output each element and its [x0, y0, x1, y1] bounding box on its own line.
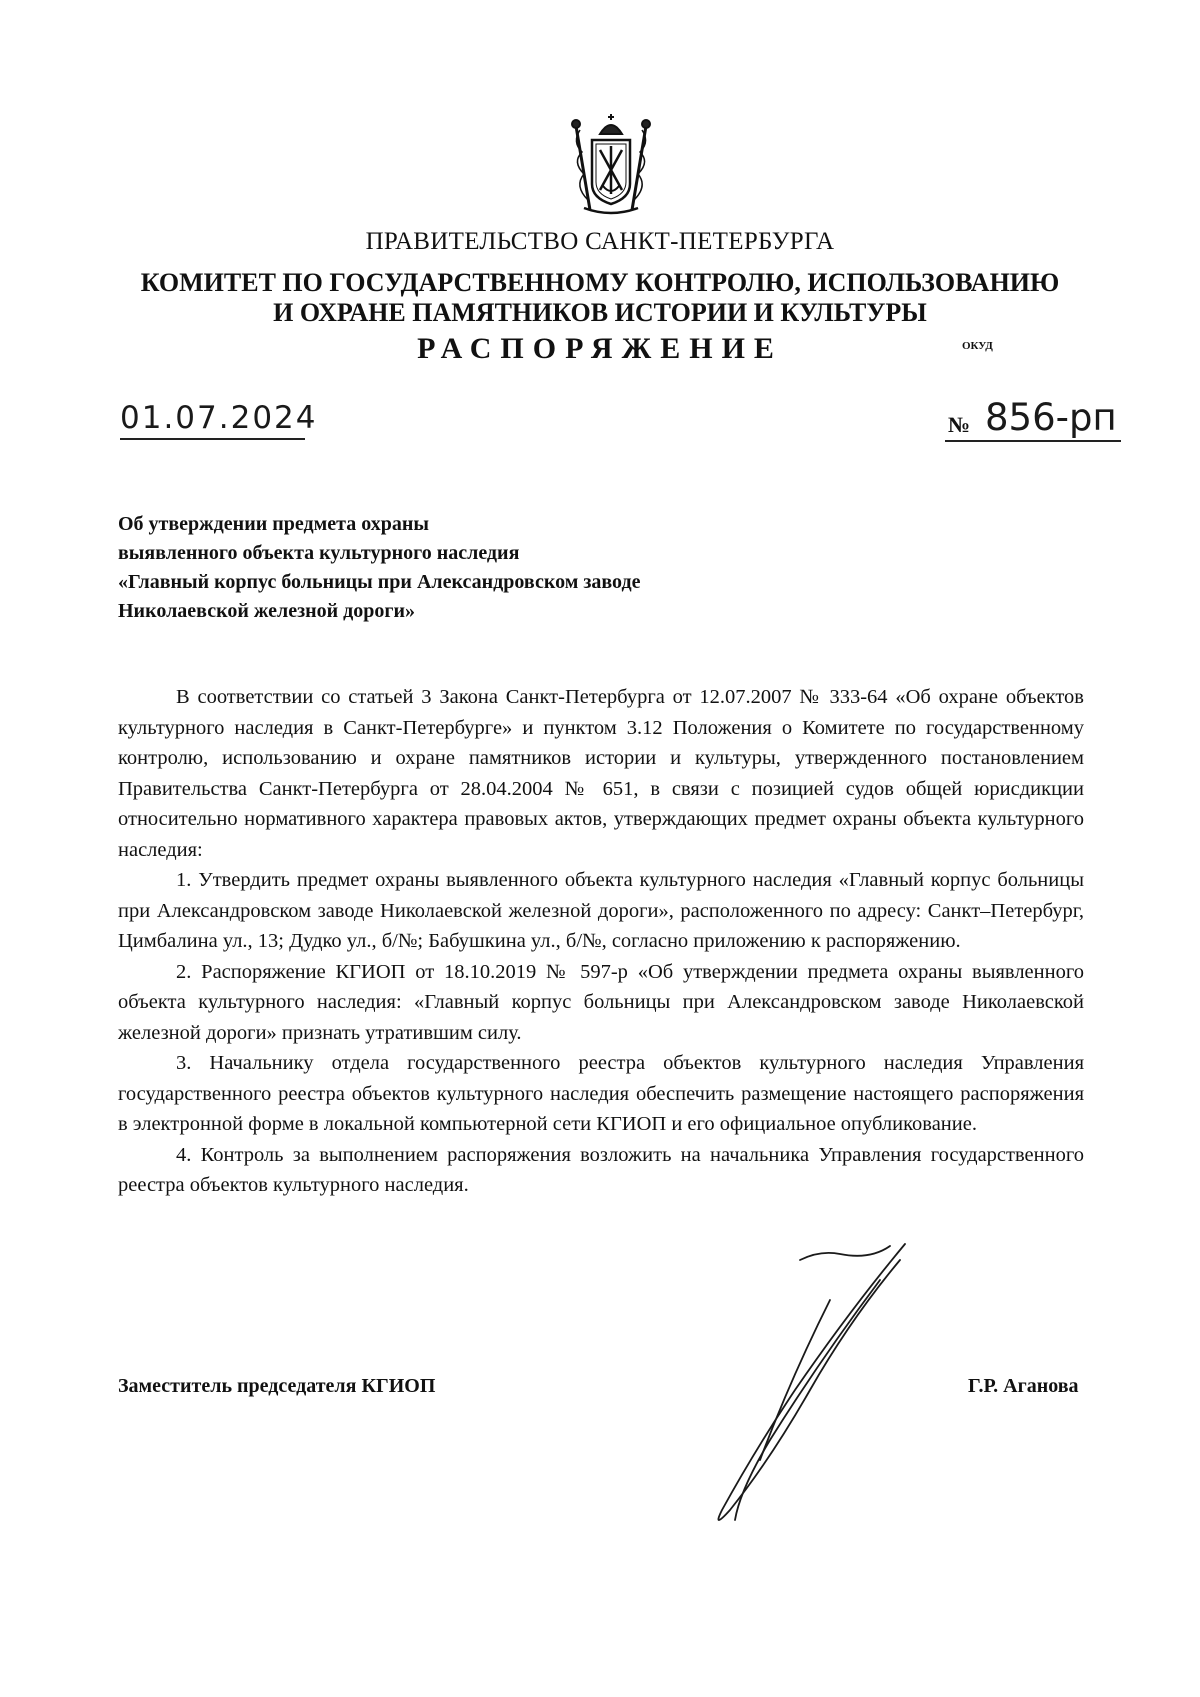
coat-of-arms-icon: [570, 112, 652, 218]
number-underline: [945, 440, 1121, 442]
document-date: 01.07.2024: [120, 400, 318, 436]
preamble-paragraph: В соответствии со статьей 3 Закона Санкт-Петербурга от 12.07.2007 № 333-64 «Об охране объектов культурного наследия в Санкт-Петербурге» и пунктом 3.12 Положения о Комитете по государственному контролю, использованию и охране памятников истории и культуры, утвержденного постановлением Правительства Санкт-Петербурга от 28.04.2004 № 651, в связи с позицией судов общей юрисдикции относительно нормативного характера правовых актов, утверждающих предмет охраны объекта культурного наследия:: [118, 686, 1084, 861]
committee-name-line-2: И ОХРАНЕ ПАМЯТНИКОВ ИСТОРИИ И КУЛЬТУРЫ: [273, 298, 927, 327]
document-body: [118, 682, 1084, 1201]
signer-title: Заместитель председателя КГИОП: [118, 1375, 436, 1397]
subject-line: Николаевской железной дороги»: [118, 600, 416, 622]
clause-1-paragraph: 1. Утвердить предмет охраны выявленного объекта культурного наследия «Главный корпус больницы при Александровском заводе Николаевской железной дороги», расположенного по адресу: Санкт–Петербург, Цимбалина ул., 13; Дудко ул., б/№; Бабушкина ул., б/№, согласно приложению к распоряжению.: [118, 869, 1084, 952]
subject-line: «Главный корпус больницы при Александровском заводе: [118, 571, 641, 593]
document-number: 856-рп: [985, 396, 1117, 439]
okud-label: ОКУД: [962, 340, 993, 352]
subject-line: Об утверждении предмета охраны: [118, 513, 429, 535]
document-type-title: РАСПОРЯЖЕНИЕ: [417, 332, 783, 365]
government-name: ПРАВИТЕЛЬСТВО САНКТ-ПЕТЕРБУРГА: [365, 228, 835, 255]
clause-4-paragraph: 4. Контроль за выполнением распоряжения возложить на начальника Управления государственного реестра объектов культурного наследия.: [118, 1143, 1084, 1196]
date-underline: [120, 438, 305, 440]
committee-name-line-1: КОМИТЕТ ПО ГОСУДАРСТВЕННОМУ КОНТРОЛЮ, ИСПОЛЬЗОВАНИЮ: [140, 268, 1060, 297]
document-subject: [118, 510, 818, 626]
clause-3-paragraph: 3. Начальнику отдела государственного реестра объектов культурного наследия Управления государственного реестра объектов культурного наследия обеспечить размещение настоящего распоряжения в электронной форме в локальной компьютерной сети КГИОП и его официальное опубликование.: [118, 1052, 1084, 1135]
subject-line: выявленного объекта культурного наследия: [118, 542, 520, 564]
clause-2-paragraph: 2. Распоряжение КГИОП от 18.10.2019 № 597-р «Об утверждении предмета охраны выявленного объекта культурного наследия: «Главный корпус больницы при Александровском заводе Николаевской железной дороги» признать утратившим силу.: [118, 960, 1084, 1044]
handwritten-signature-icon: [700, 1240, 960, 1530]
number-label: №: [948, 412, 971, 437]
signer-name: Г.Р. Аганова: [968, 1375, 1079, 1397]
